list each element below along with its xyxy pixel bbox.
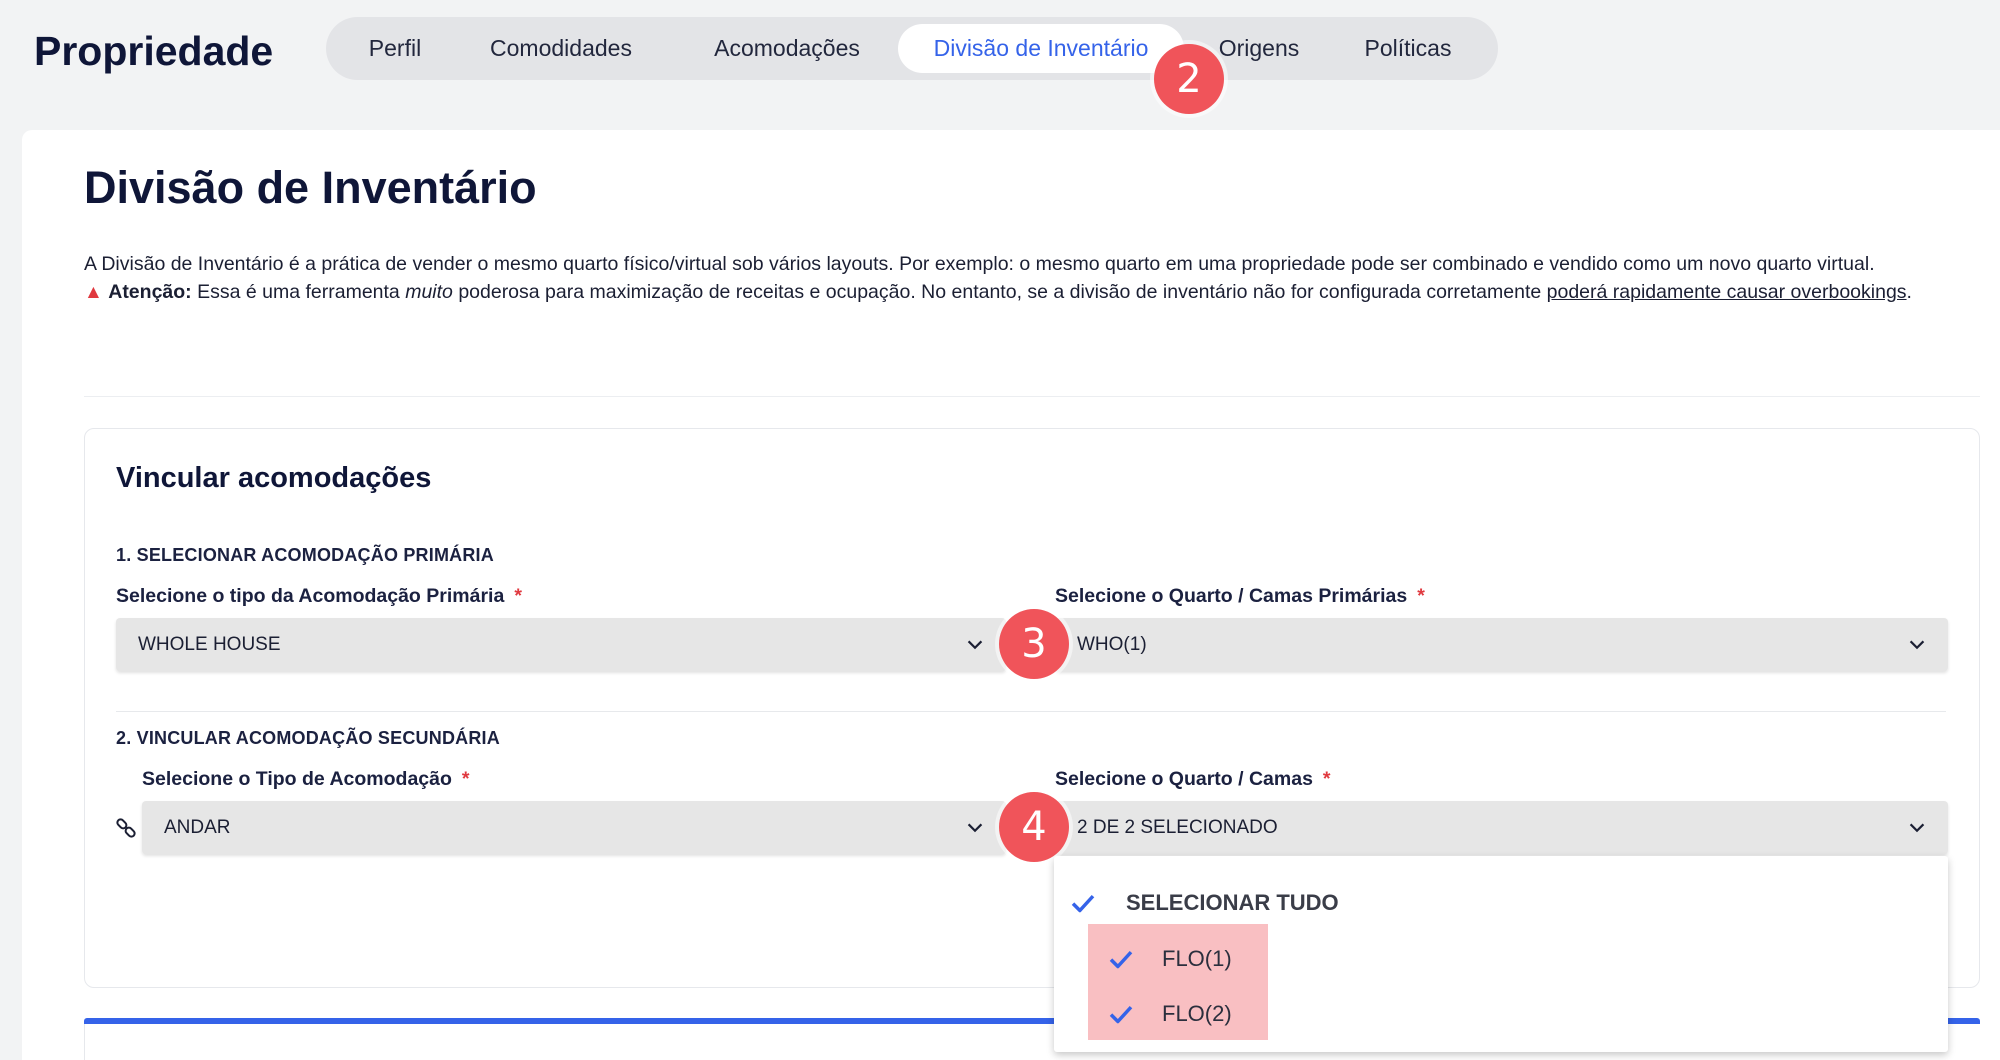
primary-type-label-text: Selecione o tipo da Acomodação Primária bbox=[116, 585, 505, 607]
chevron-down-icon bbox=[964, 817, 986, 839]
select-all-label: SELECIONAR TUDO bbox=[1126, 890, 1339, 915]
primary-room-value: WHO(1) bbox=[1077, 633, 1147, 655]
required-mark: * bbox=[514, 585, 522, 607]
warning-icon: ▲ bbox=[84, 282, 103, 303]
check-icon bbox=[1106, 944, 1136, 974]
secondary-room-label bbox=[1055, 768, 1331, 791]
section-separator bbox=[116, 711, 1946, 712]
room-option-label: FLO(1) bbox=[1162, 946, 1232, 971]
warning-text-2: poderosa para maximização de receitas e ocupação. No entanto, se a divisão de inventário não for configurada corretamente bbox=[458, 281, 1542, 303]
step-2-label: 2. VINCULAR ACOMODAÇÃO SECUNDÁRIA bbox=[116, 728, 500, 748]
select-all-option[interactable] bbox=[1068, 878, 1339, 928]
tab-origens[interactable]: Origens bbox=[1218, 35, 1300, 61]
page-description bbox=[84, 250, 1984, 307]
room-option-flo-2[interactable] bbox=[1106, 991, 1232, 1037]
warning-label: Atenção: bbox=[108, 281, 192, 303]
secondary-room-value: 2 DE 2 SELECIONADO bbox=[1077, 816, 1278, 838]
step-badge-3: 3 bbox=[999, 609, 1069, 679]
page-brand-title: Propriedade bbox=[34, 28, 274, 74]
required-mark: * bbox=[1322, 768, 1331, 790]
warning-end: . bbox=[1906, 281, 1912, 303]
page-title: Divisão de Inventário bbox=[84, 162, 537, 213]
check-icon bbox=[1068, 888, 1098, 918]
secondary-type-value: ANDAR bbox=[164, 816, 231, 838]
primary-type-value: WHOLE HOUSE bbox=[138, 633, 281, 655]
secondary-room-select[interactable] bbox=[1055, 801, 1948, 854]
rooms-dropdown-menu bbox=[1054, 856, 1948, 1052]
chevron-down-icon bbox=[964, 634, 986, 656]
room-option-flo-1[interactable] bbox=[1106, 936, 1232, 982]
tab-politicas[interactable]: Políticas bbox=[1364, 35, 1452, 61]
secondary-type-label-text: Selecione o Tipo de Acomodação bbox=[142, 768, 452, 790]
chevron-down-icon bbox=[1906, 817, 1928, 839]
description-text: A Divisão de Inventário é a prática de vender o mesmo quarto físico/virtual sob vários layouts. Por exemplo: o mesmo quarto em uma propriedade pode ser combinado e vendido como um novo quarto virtual. bbox=[84, 253, 1875, 275]
room-option-label: FLO(2) bbox=[1162, 1001, 1232, 1026]
tab-comodidades[interactable]: Comodidades bbox=[490, 35, 632, 61]
step-badge-2: 2 bbox=[1154, 44, 1224, 114]
step-badge-4: 4 bbox=[999, 792, 1069, 862]
link-icon bbox=[115, 817, 137, 839]
primary-room-label-text: Selecione o Quarto / Camas Primárias bbox=[1055, 585, 1408, 607]
primary-type-select[interactable] bbox=[116, 618, 1006, 671]
tab-acomodacoes[interactable]: Acomodações bbox=[714, 35, 860, 61]
check-icon bbox=[1106, 999, 1136, 1029]
primary-type-label bbox=[116, 585, 522, 608]
primary-room-label bbox=[1055, 585, 1425, 608]
divider bbox=[84, 396, 1980, 397]
required-mark: * bbox=[461, 768, 470, 790]
secondary-type-label bbox=[142, 768, 470, 791]
section-title: Vincular acomodações bbox=[116, 462, 432, 494]
secondary-type-select[interactable] bbox=[142, 801, 1006, 854]
required-mark: * bbox=[1417, 585, 1425, 607]
tab-divisao-de-inventario[interactable]: Divisão de Inventário bbox=[898, 24, 1184, 73]
chevron-down-icon bbox=[1906, 634, 1928, 656]
secondary-room-label-text: Selecione o Quarto / Camas bbox=[1055, 768, 1313, 790]
tab-perfil[interactable]: Perfil bbox=[368, 35, 422, 61]
tab-bar bbox=[326, 17, 1498, 80]
overbooking-link[interactable]: poderá rapidamente causar overbookings bbox=[1546, 281, 1907, 303]
warning-emphasis: muito bbox=[405, 281, 453, 303]
step-1-label: 1. SELECIONAR ACOMODAÇÃO PRIMÁRIA bbox=[116, 545, 494, 565]
primary-room-select[interactable] bbox=[1055, 618, 1948, 671]
warning-text-1: Essa é uma ferramenta bbox=[197, 281, 400, 303]
